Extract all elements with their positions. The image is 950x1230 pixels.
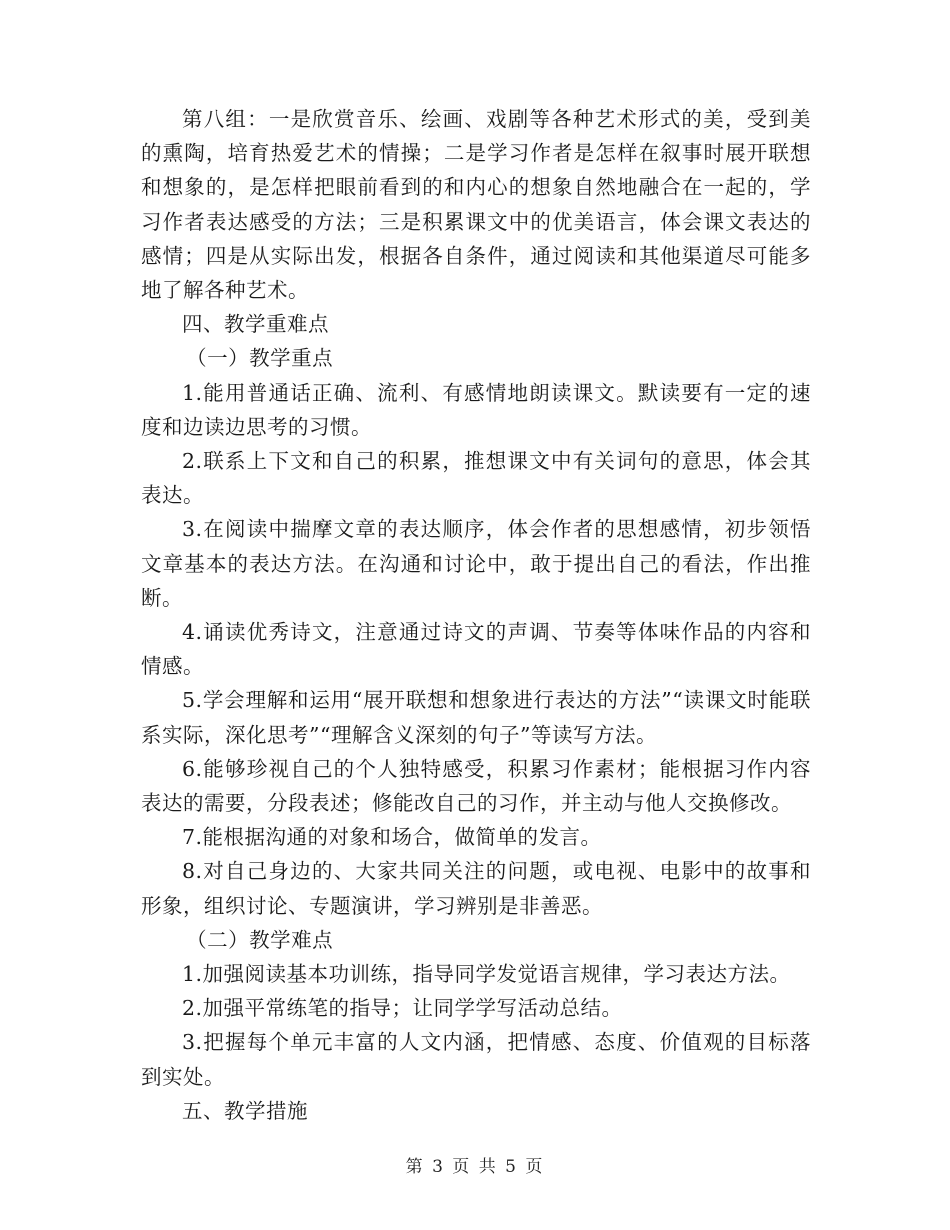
focus-item-2: 2.联系上下文和自己的积累，推想课文中有关词句的意思，体会其表达。	[141, 449, 811, 508]
section-heading-teaching-measures: 五、教学措施	[182, 1098, 308, 1123]
difficulty-item-1: 1.加强阅读基本功训练，指导同学发觉语言规律，学习表达方法。	[182, 962, 791, 987]
section-heading-key-points: 四、教学重难点	[182, 312, 329, 337]
focus-item-6: 6.能够珍视自己的个人独特感受，积累习作素材；能根据习作内容表达的需要，分段表述；修能改自己的习作，并主动与他人交换修改。	[141, 756, 811, 816]
difficulty-item-3: 3.把握每个单元丰富的人文内涵，把情感、态度、价值观的目标落到实处。	[141, 1030, 811, 1089]
focus-item-8: 8.对自己身边的、大家共同关注的问题，或电视、电影中的故事和形象，组织讨论、专题演讲，学习辨别是非善恶。	[141, 859, 811, 918]
subsection-heading-teaching-difficulty: （二）教学难点	[186, 927, 334, 952]
focus-item-4: 4.诵读优秀诗文，注意通过诗文的声调、节奏等体味作品的内容和情感。	[141, 620, 811, 679]
difficulty-item-2: 2.加强平常练笔的指导；让同学学写活动总结。	[182, 996, 623, 1021]
subsection-heading-teaching-focus: （一）教学重点	[186, 346, 334, 371]
focus-item-1: 1.能用普通话正确、流利、有感情地朗读课文。默读要有一定的速度和边读边思考的习惯。	[141, 380, 811, 439]
page-number-footer: 第 3 页 共 5 页	[405, 1157, 545, 1177]
paragraph-group-eight: 第八组：一是欣赏音乐、绘画、戏剧等各种艺术形式的美，受到美的熏陶，培育热爱艺术的情操；二是学习作者是怎样在叙事时展开联想和想象的，是怎样把眼前看到的和内心的想象自然地融合在一起的，学习作者表达感受的方法；三是积累课文中的优美语言，体会课文表达的感情；四是从实际出发，根据各自条件，通过阅读和其他渠道尽可能多地了解各种艺术。	[141, 107, 811, 303]
document-body	[141, 102, 811, 1128]
focus-item-7: 7.能根据沟通的对象和场合，做简单的发言。	[182, 825, 602, 850]
focus-item-3: 3.在阅读中揣摩文章的表达顺序，体会作者的思想感情，初步领悟文章基本的表达方法。在沟通和讨论中，敢于提出自己的看法，作出推断。	[141, 517, 811, 610]
focus-item-5: 5.学会理解和运用“展开联想和想象进行表达的方法”“读课文时能联系实际，深化思考”“理解含义深刻的句子”等读写方法。	[141, 688, 811, 747]
